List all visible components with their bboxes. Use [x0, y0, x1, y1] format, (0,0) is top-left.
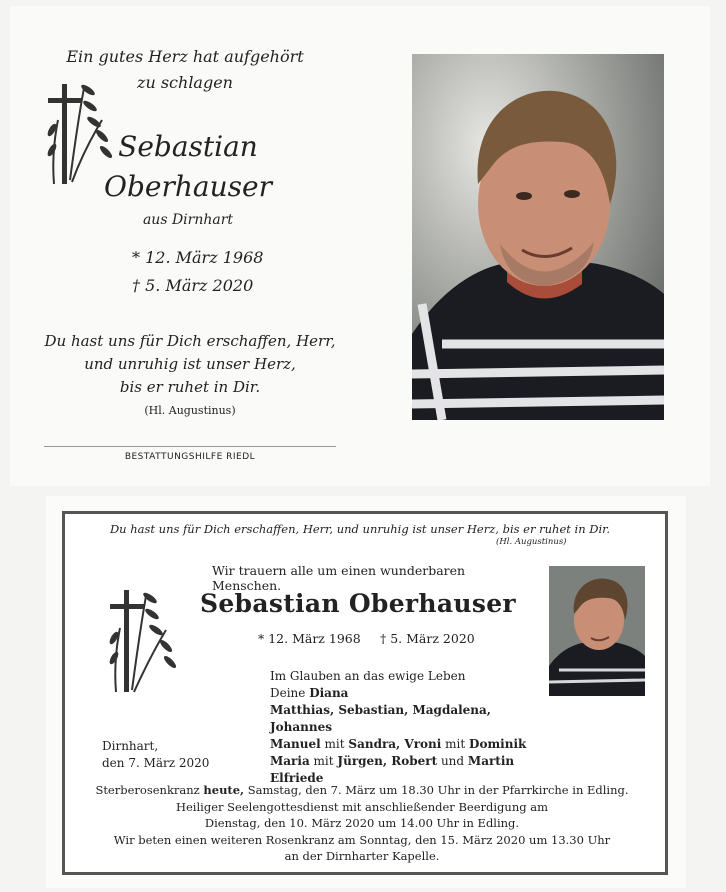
notice-fam2-with: mit [445, 737, 466, 751]
notice-intro: Wir trauern alle um einen wunderbaren Menschen. [212, 563, 466, 593]
notice-family-line3 [270, 736, 550, 753]
card-quote-source: (Hl. Augustinus) [144, 404, 236, 417]
notice-rosary-bold: heute, [203, 783, 245, 797]
notice-death: † 5. März 2020 [380, 631, 475, 646]
notice-faith: Im Glauben an das ewige Leben [270, 669, 466, 683]
notice-quote: Du hast uns für Dich erschaffen, Herr, und unruhig ist unser Herz, bis er ruhet in Dir. [109, 522, 611, 536]
notice-rosary2-line2: an der Dirnharter Kapelle. [284, 849, 440, 863]
notice-family-line2 [270, 702, 550, 736]
card-last-name: Oberhauser [104, 170, 272, 203]
card-first-name: Sebastian [118, 130, 258, 163]
notice-mass-line1: Heiliger Seelengottesdienst mit anschließender Beerdigung am [175, 799, 549, 814]
card-heading-line2: zu schlagen [137, 73, 233, 92]
notice-fam3-with: mit [313, 754, 334, 768]
notice-birth: * 12. März 1968 [258, 631, 361, 646]
notice-quote-source: (Hl. Augustinus) [496, 537, 567, 547]
notice-rosary [70, 782, 654, 799]
notice-place-date [102, 738, 252, 772]
notice-fam2-name: Dominik [469, 737, 527, 751]
notice-fam1-name: Manuel [270, 737, 321, 751]
card-death [132, 276, 292, 295]
portrait-photo [412, 54, 664, 420]
notice-family-line1 [270, 685, 550, 702]
notice-rosary-rest: Samstag, den 7. März um 18.30 Uhr in der Pfarrkirche in Edling. [247, 783, 629, 797]
card-heading-line1: Ein gutes Herz hat aufgehört [66, 47, 304, 66]
notice-rosary2-line1: Wir beten einen weiteren Rosenkranz am Sonntag, den 15. März 2020 um 13.30 Uhr [113, 832, 611, 847]
notice-place: Dirnhart, [102, 739, 159, 753]
card-origin: aus Dirnhart [142, 212, 234, 228]
notice-services [70, 782, 654, 865]
notice-fam4: Elfriede [270, 771, 324, 785]
death-cross-icon: † [132, 276, 140, 295]
notice-fam1-with: mit [324, 737, 345, 751]
notice-name: Sebastian Oberhauser [200, 589, 516, 618]
notice-fam3-name: Maria [270, 754, 310, 768]
card-quote-line2: und unruhig ist unser Herz, [84, 355, 296, 373]
notice-fam3-and: und [440, 754, 465, 768]
birth-star-icon: * [132, 248, 140, 267]
notice-rosary-prefix: Sterberosenkranz [95, 783, 200, 797]
notice-family-line4 [270, 753, 550, 770]
notice-children: Matthias, Sebastian, Magdalena, Johannes [270, 703, 491, 734]
notice-fam3-last: Martin [467, 754, 515, 768]
notice-mass-line2: Dienstag, den 10. März 2020 um 14.00 Uhr in Edling. [204, 816, 520, 830]
card-undertaker: BESTATTUNGSHILFE RIEDL [124, 452, 256, 462]
card-quote-line1: Du hast uns für Dich erschaffen, Herr, [44, 332, 336, 350]
notice-date: den 7. März 2020 [102, 756, 210, 770]
notice-family [270, 668, 550, 787]
notice-family-prefix: Deine [270, 686, 306, 700]
card-birth-date: 12. März 1968 [145, 248, 264, 267]
notice-spouse: Diana [309, 686, 349, 700]
card-death-date: 5. März 2020 [145, 276, 254, 295]
notice-fam3-partner: Jürgen, Robert [337, 754, 438, 768]
card-quote-line3: bis er ruhet in Dir. [119, 378, 261, 396]
card-divider [44, 446, 336, 447]
cross-with-wheat-icon [104, 586, 180, 698]
card-birth [132, 248, 292, 267]
card-quote [40, 330, 340, 399]
notice-fam1-partner: Sandra, Vroni [348, 737, 442, 751]
portrait-photo-small [549, 566, 645, 696]
